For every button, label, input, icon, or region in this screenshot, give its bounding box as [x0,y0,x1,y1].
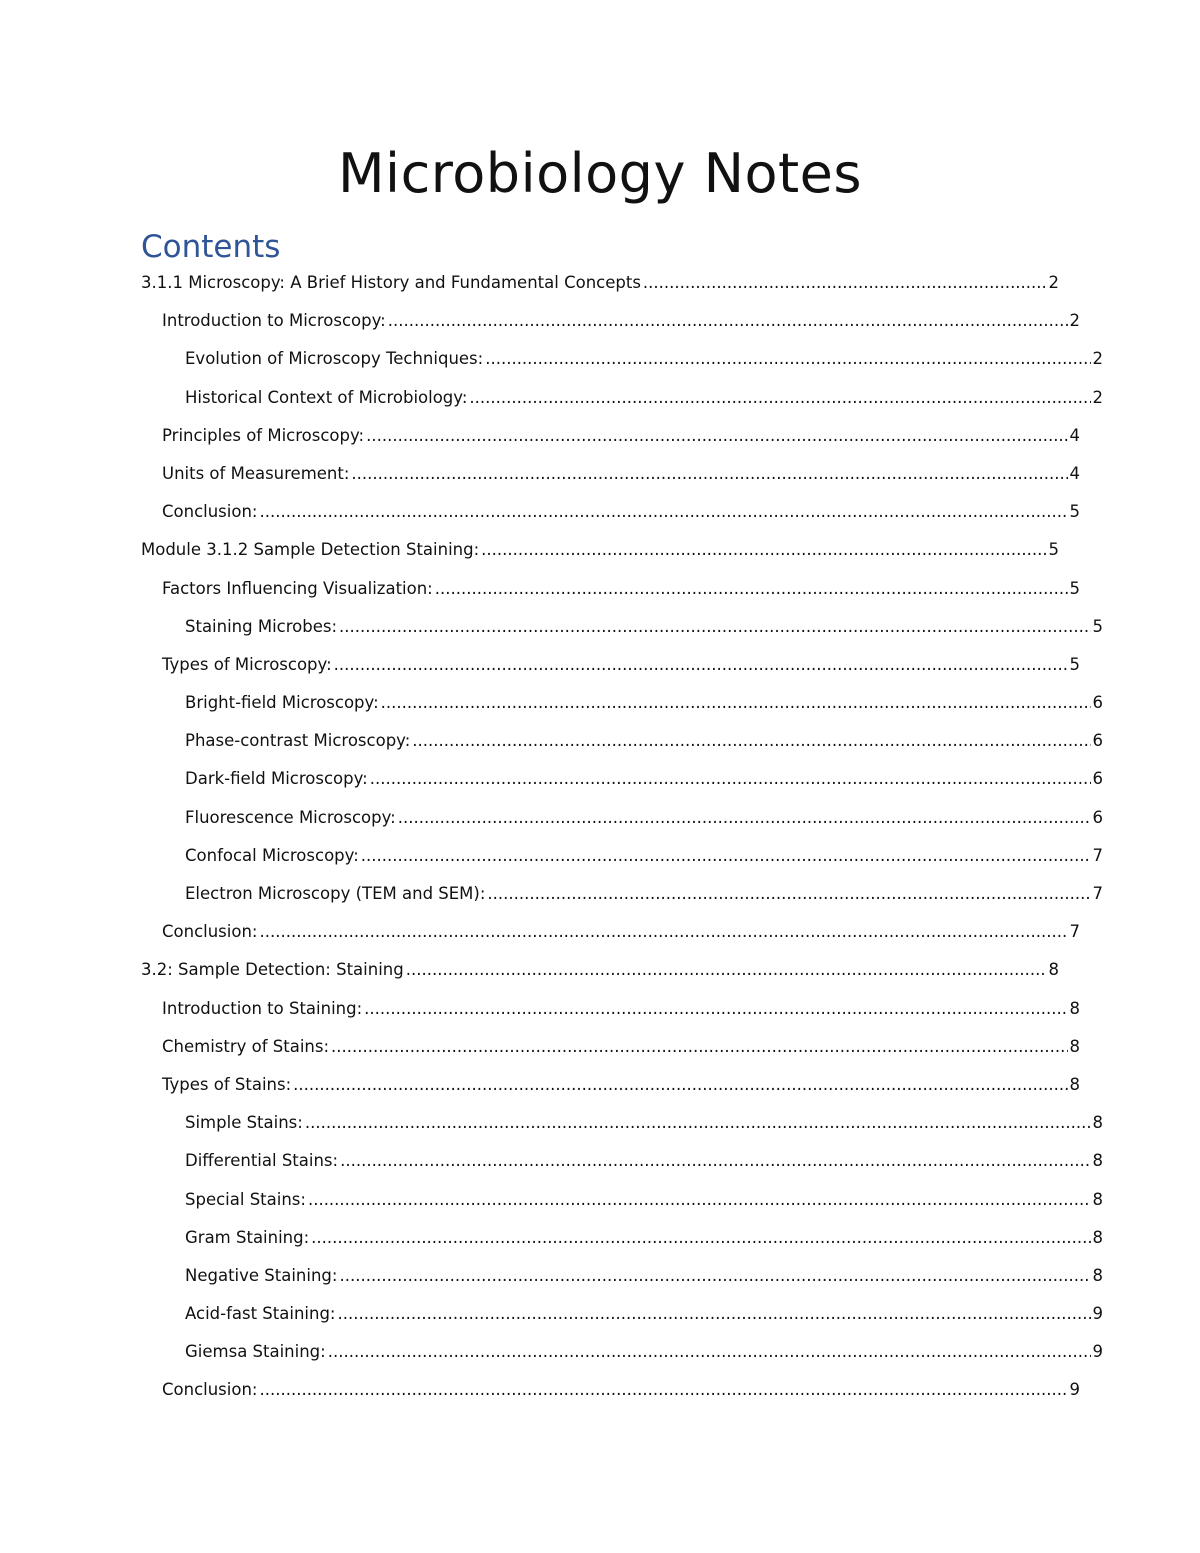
toc-dot-leader [388,306,1068,336]
toc-entry[interactable] [141,1337,1103,1375]
toc-page-number[interactable]: 2 [1092,387,1103,407]
toc-dot-leader [485,344,1090,374]
toc-dot-leader [328,1337,1091,1367]
toc-entry-row[interactable] [141,497,1080,527]
toc-entry-text[interactable]: Confocal Microscopy: [185,845,359,865]
toc-entry[interactable] [141,1185,1103,1223]
toc-page-number[interactable]: 7 [1069,922,1080,942]
toc-entry[interactable] [141,459,1080,497]
toc-entry[interactable] [141,497,1080,535]
toc-dot-leader [305,1108,1091,1138]
toc-entry-row[interactable] [141,459,1080,489]
toc-entry-row[interactable] [141,1375,1080,1405]
toc-entry-text[interactable]: Giemsa Staining: [185,1342,326,1362]
toc-entry-text[interactable]: Conclusion: [162,922,258,942]
toc-entry-text[interactable]: Historical Context of Microbiology: [185,387,468,407]
toc-page-number[interactable]: 6 [1092,807,1103,827]
toc-page-number[interactable]: 6 [1092,731,1103,751]
toc-page-number[interactable]: 5 [1069,578,1080,598]
toc-entry[interactable] [141,612,1103,650]
toc-entry-row[interactable] [141,535,1059,565]
toc-dot-leader [361,841,1091,871]
toc-page-number[interactable]: 9 [1069,1380,1080,1400]
toc-dot-leader [293,1070,1067,1100]
toc-entry[interactable] [141,535,1059,573]
toc-dot-leader [334,650,1068,680]
toc-dot-leader [481,535,1046,565]
toc-entry[interactable] [141,268,1059,306]
toc-dot-leader [381,688,1091,718]
toc-dot-leader [259,497,1067,527]
toc-entry-text[interactable]: Introduction to Microscopy: [162,311,386,331]
document-title: Microbiology Notes [337,142,863,205]
toc-dot-leader [339,612,1090,642]
toc-entry-text[interactable]: Simple Stains: [185,1113,303,1133]
toc-entry-row[interactable] [141,1185,1103,1215]
toc-dot-leader [308,1185,1091,1215]
toc-entry-text[interactable]: Fluorescence Microscopy: [185,807,396,827]
toc-entry-row[interactable] [141,1070,1080,1100]
toc-page-number[interactable]: 2 [1048,273,1059,292]
toc-entry-text[interactable]: 3.2: Sample Detection: Staining [141,960,404,980]
toc-entry-text[interactable]: Principles of Microscopy: [162,425,365,445]
toc-dot-leader [259,917,1067,947]
toc-entry-row[interactable] [141,650,1080,680]
toc-entry-row[interactable] [141,1108,1103,1138]
toc-entry-text[interactable]: Factors Influencing Visualization: [162,578,433,598]
toc-page-number[interactable]: 5 [1048,540,1059,560]
toc-entry-text[interactable]: Electron Microscopy (TEM and SEM): [185,884,486,903]
toc-dot-leader [364,994,1067,1024]
toc-entry[interactable] [141,1299,1103,1337]
toc-page-number[interactable]: 8 [1092,1227,1103,1247]
toc-entry[interactable] [141,688,1103,726]
toc-entry-text[interactable]: Conclusion: [162,1380,258,1400]
toc-entry[interactable] [141,955,1059,993]
toc-entry-row[interactable] [141,383,1103,413]
toc-entry-row[interactable] [141,612,1103,642]
toc-entry[interactable] [141,344,1103,382]
toc-entry[interactable] [141,879,1103,917]
toc-entry-row[interactable] [141,421,1080,451]
toc-entry-text[interactable]: Differential Stains: [185,1151,339,1171]
toc-page-number[interactable]: 4 [1069,463,1080,483]
table-of-contents [141,268,1103,1414]
toc-page-number[interactable]: 8 [1048,960,1059,980]
toc-entry-row[interactable] [141,1223,1103,1253]
toc-entry[interactable] [141,306,1080,344]
toc-entry[interactable] [141,764,1103,802]
toc-entry[interactable] [141,1108,1103,1146]
toc-entry[interactable] [141,841,1103,879]
toc-page-number[interactable]: 5 [1069,502,1080,522]
toc-entry-row[interactable] [141,574,1080,604]
toc-entry[interactable] [141,994,1080,1032]
toc-dot-leader [370,764,1091,794]
toc-dot-leader [259,1375,1067,1405]
toc-entry[interactable] [141,650,1080,688]
toc-entry-text[interactable]: Bright-field Microscopy: [185,693,379,713]
toc-entry[interactable] [141,803,1103,841]
toc-page-number[interactable]: 8 [1069,1036,1080,1056]
toc-page-number[interactable]: 9 [1092,1342,1103,1362]
toc-entry-text[interactable]: Chemistry of Stains: [162,1036,330,1056]
toc-entry[interactable] [141,1146,1103,1184]
toc-page-number[interactable]: 2 [1069,311,1080,331]
toc-entry-row[interactable] [141,1261,1103,1291]
toc-page-number[interactable]: 4 [1069,425,1080,445]
toc-entry[interactable] [141,917,1080,955]
toc-entry-row[interactable] [141,1146,1103,1176]
toc-dot-leader [351,459,1067,489]
toc-entry-row[interactable] [141,726,1103,756]
toc-entry[interactable] [141,1032,1080,1070]
toc-page-number[interactable]: 6 [1092,769,1103,789]
toc-entry-text[interactable]: Phase-contrast Microscopy: [185,731,411,751]
toc-entry-row[interactable] [141,688,1103,718]
toc-entry[interactable] [141,574,1080,612]
toc-dot-leader [435,574,1068,604]
toc-entry-row[interactable] [141,344,1103,374]
toc-entry-text[interactable]: Acid-fast Staining: [185,1304,336,1324]
toc-entry-text[interactable]: 3.1.1 Microscopy: A Brief History and Fundamental Concepts [141,273,641,292]
toc-entry-row[interactable] [141,764,1103,794]
toc-dot-leader [366,421,1067,451]
toc-dot-leader [487,879,1090,909]
toc-entry-row[interactable] [141,879,1103,909]
toc-entry-row[interactable] [141,1299,1103,1329]
toc-entry-row[interactable] [141,803,1103,833]
toc-entry[interactable] [141,421,1080,459]
toc-entry-text[interactable]: Dark-field Microscopy: [185,769,368,789]
toc-entry-text[interactable]: Negative Staining: [185,1265,338,1285]
toc-entry-row[interactable] [141,841,1103,871]
toc-entry-text[interactable]: Conclusion: [162,502,258,522]
toc-entry-text[interactable]: Special Stains: [185,1189,306,1209]
toc-page-number[interactable]: 2 [1092,349,1103,369]
toc-entry-row[interactable] [141,994,1080,1024]
toc-entry[interactable] [141,1223,1103,1261]
toc-entry[interactable] [141,1261,1103,1299]
toc-page-number[interactable]: 7 [1092,845,1103,865]
toc-dot-leader [412,726,1090,756]
toc-entry-text[interactable]: Evolution of Microscopy Techniques: [185,349,484,369]
toc-dot-leader [311,1223,1090,1253]
toc-entry-row[interactable] [141,955,1059,985]
toc-dot-leader [331,1032,1067,1062]
toc-entry[interactable] [141,383,1103,421]
toc-page-number[interactable]: 8 [1069,1074,1080,1094]
toc-entry-text[interactable]: Types of Stains: [162,1074,292,1094]
toc-dot-leader [339,1261,1090,1291]
toc-entry[interactable] [141,1375,1080,1413]
toc-page-number[interactable]: 8 [1069,998,1080,1018]
toc-page-number[interactable]: 8 [1092,1189,1103,1209]
toc-dot-leader [340,1146,1090,1176]
toc-page-number[interactable]: 5 [1069,654,1080,674]
toc-entry-row[interactable] [141,1337,1103,1367]
toc-entry-text[interactable]: Units of Measurement: [162,463,350,483]
toc-entry-row[interactable] [141,306,1080,336]
toc-page-number[interactable]: 8 [1092,1113,1103,1133]
toc-page-number[interactable]: 5 [1092,616,1103,636]
toc-dot-leader [406,955,1047,985]
toc-entry-text[interactable]: Types of Microscopy: [162,654,332,674]
toc-page-number[interactable]: 6 [1092,693,1103,713]
toc-entry-text[interactable]: Module 3.1.2 Sample Detection Staining: [141,540,480,560]
toc-entry-text[interactable]: Gram Staining: [185,1227,310,1247]
toc-entry[interactable] [141,1070,1080,1108]
toc-entry[interactable] [141,726,1103,764]
toc-dot-leader [469,383,1090,413]
toc-dot-leader [398,803,1091,833]
toc-entry-text[interactable]: Staining Microbes: [185,616,338,636]
toc-entry-row[interactable] [141,1032,1080,1062]
toc-entry-text[interactable]: Introduction to Staining: [162,998,363,1018]
toc-page-number[interactable]: 9 [1092,1304,1103,1324]
toc-heading: Contents [141,229,281,265]
toc-entry-row[interactable] [141,917,1080,947]
toc-page-number[interactable]: 7 [1092,884,1103,903]
toc-page-number[interactable]: 8 [1092,1265,1103,1285]
toc-entry-row[interactable] [141,268,1059,298]
toc-dot-leader [643,268,1047,298]
toc-dot-leader [337,1299,1090,1329]
toc-page-number[interactable]: 8 [1092,1151,1103,1171]
